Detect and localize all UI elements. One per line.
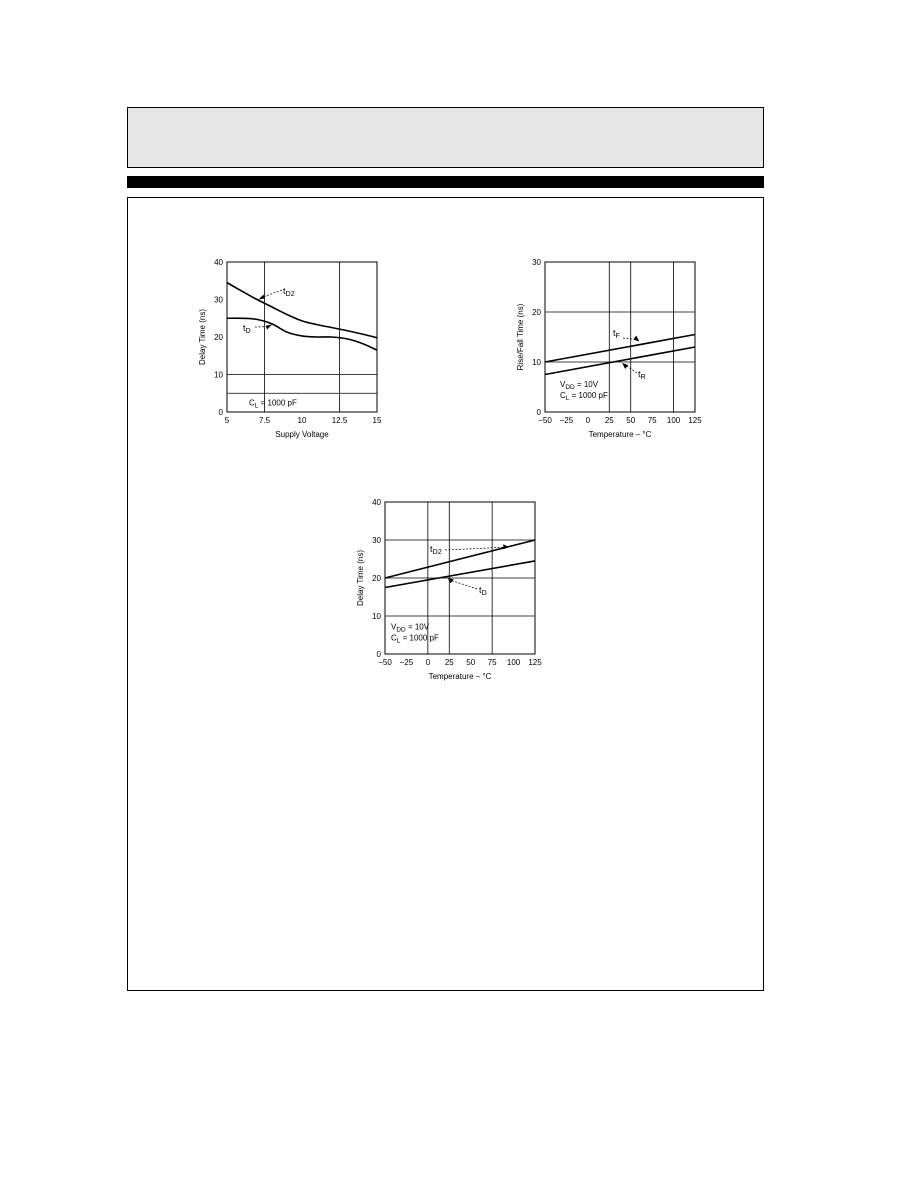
x-tick-label: 5 (224, 416, 230, 425)
x-tick-label: 12.5 (331, 416, 348, 425)
x-tick-label: 100 (506, 658, 521, 667)
x-tick-label: 0 (585, 416, 591, 425)
y-tick-label: 0 (536, 408, 541, 417)
rise-fall-vs-temperature-chart (505, 250, 710, 455)
series-label-tR: $t_R$ (638, 369, 646, 381)
x-tick-label: −25 (399, 658, 414, 667)
x-tick-label: 75 (487, 658, 497, 667)
plot-area (227, 262, 377, 412)
x-tick-label: 100 (666, 416, 681, 425)
x-tick-label: 25 (444, 658, 454, 667)
x-tick-label: 75 (647, 416, 657, 425)
series-label-leader (451, 580, 477, 589)
x-tick-label: 10 (297, 416, 307, 425)
y-tick-label: 10 (214, 370, 223, 380)
x-axis-label: Temperature – °C (588, 430, 652, 439)
leader-arrowhead (259, 295, 265, 300)
header-box (127, 107, 764, 168)
y-tick-label: 20 (372, 574, 381, 583)
x-tick-label: 15 (372, 416, 382, 425)
x-tick-label: 125 (688, 416, 702, 425)
condition-annotation: $C_L = 1000$ pF (560, 391, 608, 402)
series-line-tR (545, 347, 695, 375)
series-label-tF: $t_F$ (613, 328, 620, 340)
y-axis-label: Delay Time (ns) (198, 308, 207, 366)
x-tick-label: 7.5 (258, 416, 271, 425)
condition-annotation: $C_L = 1000$ pF (391, 633, 439, 645)
x-tick-label: −50 (378, 658, 392, 667)
leader-arrowhead (622, 363, 628, 369)
load-capacitance-annotation: $C_L = 1000$ pF (249, 398, 297, 410)
series-line-tF (545, 335, 695, 363)
x-tick-label: 125 (528, 658, 542, 667)
leader-arrowhead (266, 325, 272, 330)
condition-annotation: $V_{DD} = 10V$ (560, 380, 599, 391)
x-tick-label: 50 (626, 416, 636, 425)
x-axis-label: Supply Voltage (275, 430, 329, 439)
y-tick-label: 20 (214, 333, 223, 342)
y-axis-label: Delay Time (ns) (356, 549, 365, 607)
series-label-tD: $t_D$ (243, 323, 251, 335)
header-divider-bar (127, 176, 764, 188)
x-tick-label: 50 (466, 658, 476, 667)
x-tick-label: 25 (604, 416, 614, 425)
x-tick-label: −25 (559, 416, 574, 425)
x-axis-label: Temperature – °C (428, 672, 492, 681)
condition-annotation: $V_{DD} = 10V$ (391, 622, 430, 634)
series-label-tD2: $t_{D2}$ (283, 286, 295, 298)
series-line-tD2 (385, 540, 535, 578)
delay-vs-temperature-chart (345, 490, 555, 695)
y-tick-label: 0 (218, 408, 223, 417)
series-label-tD: $t_D$ (479, 585, 487, 597)
y-tick-label: 0 (376, 650, 381, 659)
y-axis-label: Rise/Fall Time (ns) (516, 303, 525, 371)
y-tick-label: 40 (214, 258, 223, 267)
x-tick-label: 0 (425, 658, 431, 667)
y-tick-label: 10 (372, 612, 381, 621)
leader-arrowhead (633, 336, 639, 342)
y-tick-label: 20 (532, 308, 541, 317)
y-tick-label: 30 (214, 295, 223, 305)
y-tick-label: 30 (532, 258, 541, 267)
delay-vs-supply-voltage-chart (185, 250, 395, 455)
x-tick-label: −50 (538, 416, 552, 425)
series-label-tD2: $t_{D2}$ (430, 544, 442, 556)
y-tick-label: 30 (372, 536, 381, 545)
y-tick-label: 40 (372, 498, 381, 507)
y-tick-label: 10 (532, 358, 541, 367)
